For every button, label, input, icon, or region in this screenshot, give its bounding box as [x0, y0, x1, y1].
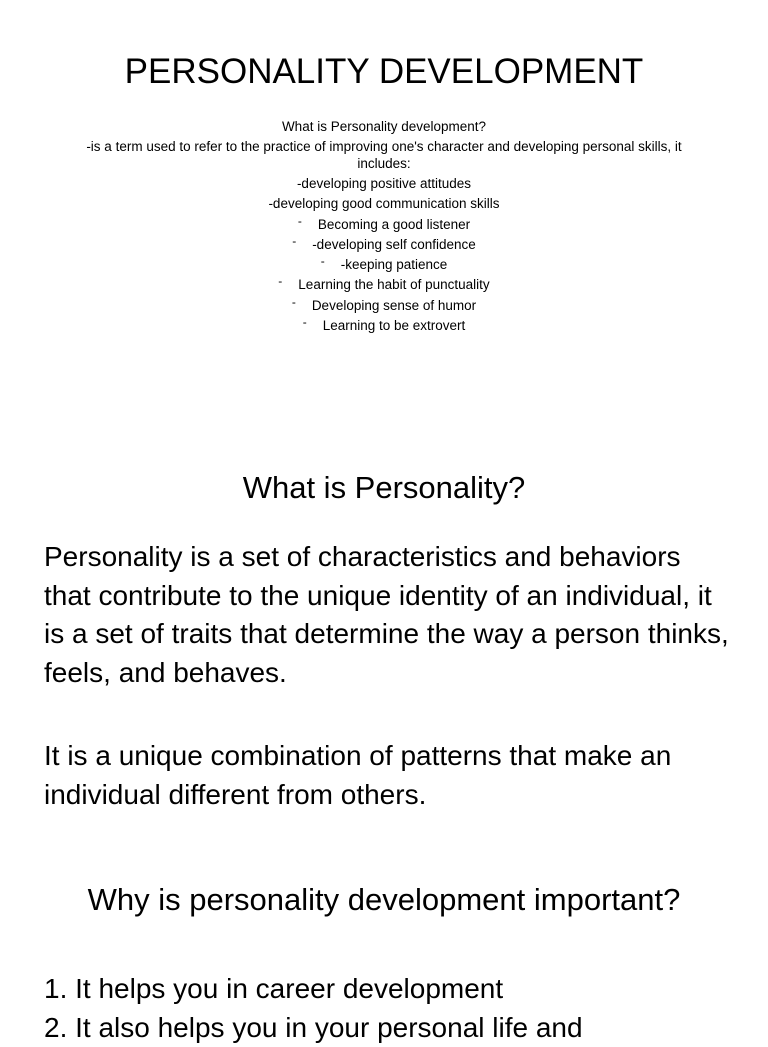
- intro-bullet-text: Learning the habit of punctuality: [298, 277, 490, 293]
- list-item: 2. It also helps you in your personal life and: [44, 1011, 583, 1043]
- intro-bullet: [60, 294, 708, 317]
- list-item: 1. It helps you in career development: [44, 973, 504, 1004]
- personality-paragraph: It is a unique combination of patterns that make an individual different from others.: [44, 740, 672, 810]
- intro-line: -developing good communication skills: [268, 196, 500, 212]
- personality-heading: What is Personality?: [242, 470, 526, 505]
- intro-section: [60, 118, 708, 337]
- intro-bullet-text: Developing sense of humor: [311, 297, 477, 313]
- dash-icon: -: [291, 294, 296, 309]
- dash-icon: -: [278, 274, 283, 289]
- intro-bullet-text: Learning to be extrovert: [322, 318, 466, 334]
- intro-bullet-text: Becoming a good listener: [317, 216, 471, 232]
- dash-icon: -: [297, 213, 302, 228]
- intro-line: -developing positive attitudes: [296, 176, 472, 191]
- intro-definition: -is a term used to refer to the practice of improving one's character and developing personal skills, it includes:: [86, 139, 682, 171]
- importance-heading: Why is personality development important?: [87, 882, 681, 917]
- intro-question: What is Personality development?: [281, 119, 487, 134]
- intro-bullet-text: -developing self confidence: [312, 236, 476, 252]
- page-title: PERSONALITY DEVELOPMENT: [124, 52, 644, 91]
- intro-bullet: [60, 317, 708, 337]
- intro-bullet: [60, 256, 708, 276]
- intro-bullet: [60, 233, 708, 256]
- dash-icon: -: [302, 315, 307, 330]
- intro-bullet: [60, 213, 708, 236]
- intro-bullet: [60, 276, 708, 296]
- dash-icon: -: [320, 254, 325, 269]
- intro-bullet-text: -keeping patience: [340, 257, 448, 273]
- personality-paragraph: Personality is a set of characteristics and behaviors that contribute to the unique identity of an individual, it is a set of traits that determine the way a person thinks, feels, and behaves.: [44, 541, 729, 688]
- dash-icon: -: [292, 233, 297, 248]
- importance-list: [44, 970, 744, 1047]
